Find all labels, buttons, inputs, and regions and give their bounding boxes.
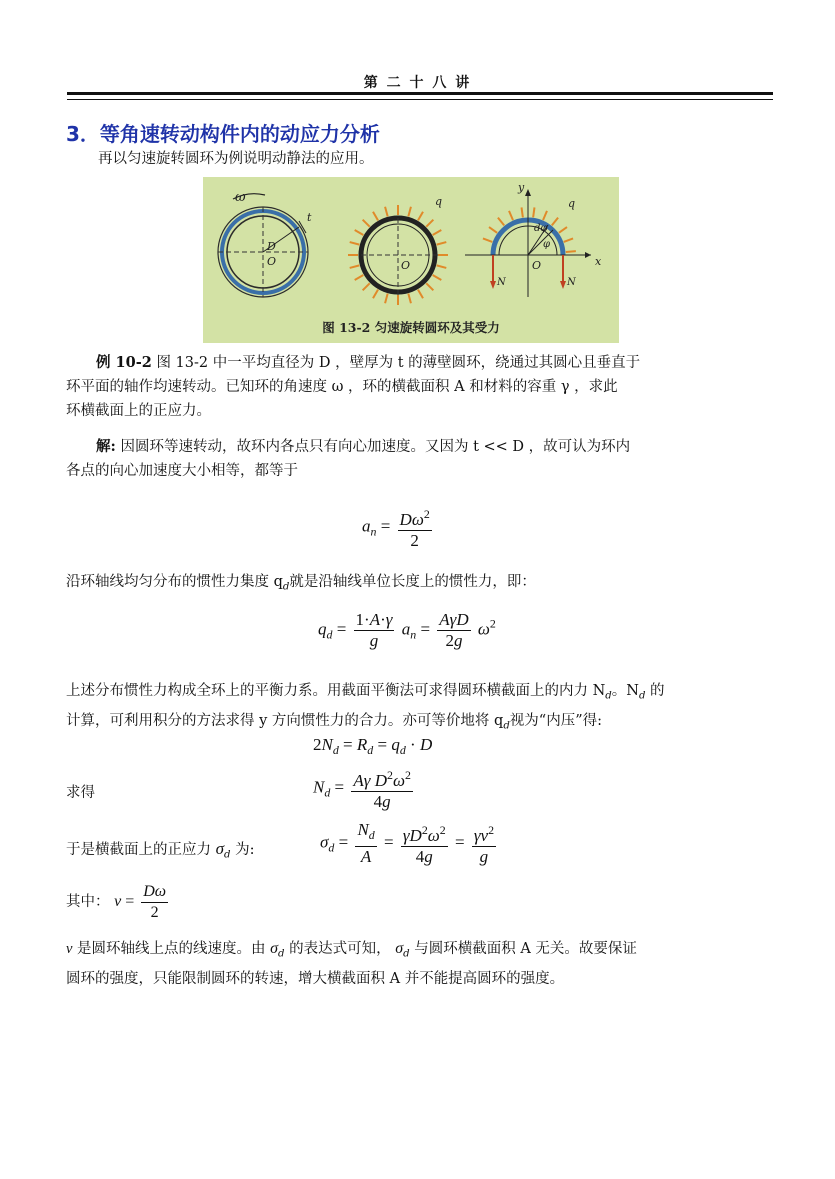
ring2-inertia-arrow: [363, 220, 370, 227]
ring2-inertia-arrow: [363, 283, 370, 290]
halfring-inertia-arrow: [489, 227, 497, 233]
formula-2Nd: $2N_d = R_d = q_d \cdot D$: [313, 735, 433, 758]
label-y: y: [518, 181, 525, 194]
equil-line-2a: 计算，可利用积分的方法求得 y 方向惯性力的合力。亦可等价地将 q: [66, 712, 504, 729]
stress-text-b: 为:: [235, 842, 255, 858]
conclusion-line-1b: 的表达式可知，: [289, 941, 391, 957]
label-t: t: [307, 211, 312, 224]
equil-line-1c: 的: [645, 683, 665, 699]
section-title: 3．等角速转动构件内的动应力分析: [66, 122, 380, 146]
ring2-inertia-arrow: [408, 294, 411, 304]
label-omega: ω: [235, 190, 246, 205]
label-phi: φ: [543, 239, 551, 250]
ring-1: [218, 194, 308, 297]
example-line-1: 图 13-2 中一平均直径为 D ，壁厚为 t 的薄壁圆环，绕通过其圆心且垂直于: [156, 355, 641, 371]
equil-line-2b: 视为“内压”得:: [509, 712, 603, 729]
halfring-inertia-arrow: [509, 211, 513, 220]
equil-line-1b: 。N: [611, 683, 639, 699]
example-line-3: 环横截面上的正应力。: [66, 403, 211, 419]
formula-qd: $q_d$ = $\frac{1\cdot A\cdot\gamma}{g}$ $a_n$ = $\frac{\text{AγD}}{2g}$ $\omega^2$: [318, 610, 496, 650]
ring2-inertia-arrow: [373, 290, 378, 299]
halfring-inertia-arrow: [522, 207, 523, 217]
ring2-inertia-arrow: [350, 242, 360, 245]
equil-line-1a: 上述分布惯性力构成全环上的平衡力系。用截面平衡法可求得圆环横截面上的内力 N: [66, 683, 606, 699]
figure-caption: 图 13-2 匀速旋转圆环及其受力: [322, 320, 500, 335]
halfring-inertia-arrow: [483, 238, 492, 241]
inertia-text: 沿环轴线均匀分布的惯性力集度 q: [66, 574, 283, 590]
label-Nd-left: N: [497, 277, 506, 288]
stress-text-a: 于是横截面上的正应力: [66, 842, 211, 858]
ring2-inertia-arrow: [433, 230, 442, 235]
solution-line-1: 因圆环等速转动，故环内各点只有向心加速度。又因为 t << D ，故可认为环内: [120, 439, 631, 455]
solution-label: 解:: [96, 438, 116, 455]
formula-Nd: $N_d$ = $\frac{A\gamma D^2\omega^2}{4g}$: [313, 765, 416, 812]
ring2-inertia-arrow: [408, 207, 411, 217]
conclusion-paragraph: v 是圆环轴线上点的线速度。由 $\sigma_d$ 的表达式可知， $\sigma_d$ 与圆环横截面积 A 无关。故要保证 圆环的强度，只能限制圆环的转速，增大横截面积 A 并不能提高圆环的强度。: [66, 937, 772, 991]
header-rule-thin: [67, 99, 773, 100]
ring2-inertia-arrow: [385, 294, 388, 304]
label-dphi: dφ: [534, 223, 548, 234]
stress-label: 于是横截面上的正应力 $\sigma_d$ 为:: [66, 839, 255, 861]
ring2-inertia-arrow: [385, 207, 388, 217]
label-Nd-right: N: [567, 277, 576, 288]
label-x: x: [595, 255, 602, 268]
halfring-inertia-arrow: [498, 218, 504, 226]
example-label: 例 10-2: [96, 354, 152, 371]
halfring-inertia-arrow: [543, 211, 547, 220]
label-O-3: O: [532, 259, 542, 272]
obtain-label: 求得: [66, 785, 95, 801]
halfring-inertia-arrow: [559, 227, 567, 233]
equilibrium-paragraph: 上述分布惯性力构成全环上的平衡力系。用截面平衡法可求得圆环横截面上的内力 $N_d$。$N_d$ 的 计算，可利用积分的方法求得 y 方向惯性力的合力。亦可等价地将 $q_d$视为“内压”得:: [66, 683, 665, 732]
ring2-inertia-arrow: [426, 220, 433, 227]
conclusion-line-1a: 是圆环轴线上点的线速度。由: [77, 941, 266, 957]
example-paragraph: [66, 351, 772, 423]
solution-paragraph: [66, 435, 772, 483]
label-O-2: O: [401, 259, 411, 272]
label-qd-3: q: [568, 197, 576, 210]
formula-sigma: $\sigma_d$ = $\frac{N_d}{A}$ = $\frac{\gamma D^2\omega^2}{4g}$ = $\frac{\gamma v^2}{g}$: [320, 820, 495, 867]
header-rule-thick: [67, 92, 773, 95]
ring2-inertia-arrow: [373, 212, 378, 221]
where-v: 其中： v = $\frac{D\omega}{2}$: [66, 883, 167, 921]
ring2-inertia-arrow: [418, 290, 423, 299]
ring2-inertia-arrow: [355, 275, 364, 280]
label-O-1: O: [267, 255, 277, 268]
page-header-title: 第 二 十 八 讲: [363, 75, 472, 91]
ring2-inertia-arrow: [350, 265, 360, 268]
ring2-inertia-arrow: [437, 242, 447, 245]
halfring-inertia-arrow: [564, 238, 573, 241]
ring2-inertia-arrow: [418, 212, 423, 221]
conclusion-line-1c: 与圆环横截面积 A 无关。故要保证: [414, 941, 637, 957]
ring2-inertia-arrow: [433, 275, 442, 280]
label-D: D: [267, 240, 276, 253]
inertia-paragraph: 沿环轴线均匀分布的惯性力集度 $q_d$就是沿轴线单位长度上的惯性力，即：: [66, 574, 536, 593]
label-qd-2: q: [435, 195, 443, 208]
halfring-inertia-arrow: [552, 218, 558, 226]
solution-line-2: 各点的向心加速度大小相等，都等于: [66, 463, 298, 479]
halfring-inertia-arrow: [566, 251, 576, 252]
where-label: 其中：: [66, 894, 110, 911]
figure-rotating-ring: [203, 177, 619, 343]
example-line-2: 环平面的轴作均速转动。已知环的角速度 ω ，环的横截面积 A 和材料的容重 γ ，求此: [66, 379, 618, 395]
section-intro: 再以匀速旋转圆环为例说明动静法的应用。: [98, 151, 374, 167]
ring2-inertia-arrow: [355, 230, 364, 235]
ring2-inertia-arrow: [426, 283, 433, 290]
ring2-inertia-arrow: [437, 265, 447, 268]
conclusion-line-2: 圆环的强度，只能限制圆环的转速，增大横截面积 A 并不能提高圆环的强度。: [66, 970, 565, 987]
formula-an: $a_n$ = $\frac{D\omega^2}{2}$: [362, 504, 435, 551]
inertia-text-b: 就是沿轴线单位长度上的惯性力，即：: [289, 574, 536, 590]
halfring-inertia-arrow: [533, 207, 534, 217]
